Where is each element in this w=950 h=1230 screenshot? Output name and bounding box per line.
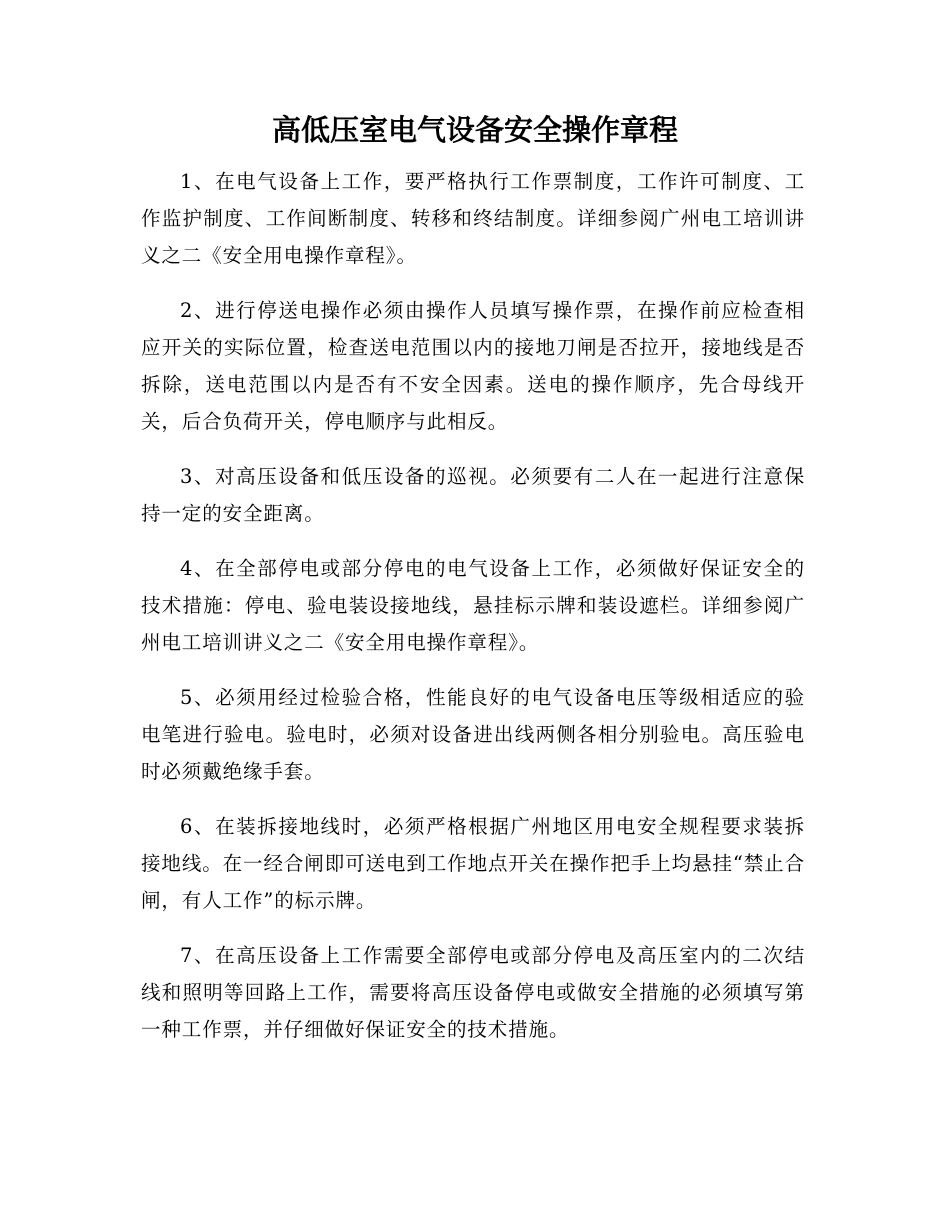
paragraph-3: 3、对高压设备和低压设备的巡视。必须要有二人在一起进行注意保持一定的安全距离。 bbox=[141, 465, 805, 525]
paragraph-7: 7、在高压设备上工作需要全部停电或部分停电及高压室内的二次结线和照明等回路上工作，需要将高压设备停电或做安全措施的必须填写第一种工作票，并仔细做好保证安全的技术措施。 bbox=[141, 944, 805, 1041]
document-body bbox=[141, 163, 805, 1066]
paragraph-2: 2、进行停送电操作必须由操作人员填写操作票，在操作前应检查相应开关的实际位置，检查送电范围以内的接地刀闸是否拉开，接地线是否拆除，送电范围以内是否有不安全因素。送电的操作顺序，先合母线开关，后合负荷开关，停电顺序与此相反。 bbox=[141, 299, 805, 433]
paragraph-1: 1、在电气设备上工作，要严格执行工作票制度，工作许可制度、工作监护制度、工作间断制度、转移和终结制度。详细参阅广州电工培训讲义之二《安全用电操作章程》。 bbox=[141, 170, 805, 267]
paragraph-5: 5、必须用经过检验合格，性能良好的电气设备电压等级相适应的验电笔进行验电。验电时，必须对设备进出线两侧各相分别验电。高压验电时必须戴绝缘手套。 bbox=[141, 686, 805, 783]
paragraph-6: 6、在装拆接地线时，必须严格根据广州地区用电安全规程要求装拆接地线。在一经合闸即可送电到工作地点开关在操作把手上均悬挂“禁止合闸，有人工作”的标示牌。 bbox=[141, 815, 805, 912]
document-title: 高低压室电气设备安全操作章程 bbox=[271, 113, 678, 147]
paragraph-4: 4、在全部停电或部分停电的电气设备上工作，必须做好保证安全的技术措施：停电、验电装设接地线，悬挂标示牌和装设遮栏。详细参阅广州电工培训讲义之二《安全用电操作章程》。 bbox=[141, 557, 805, 654]
